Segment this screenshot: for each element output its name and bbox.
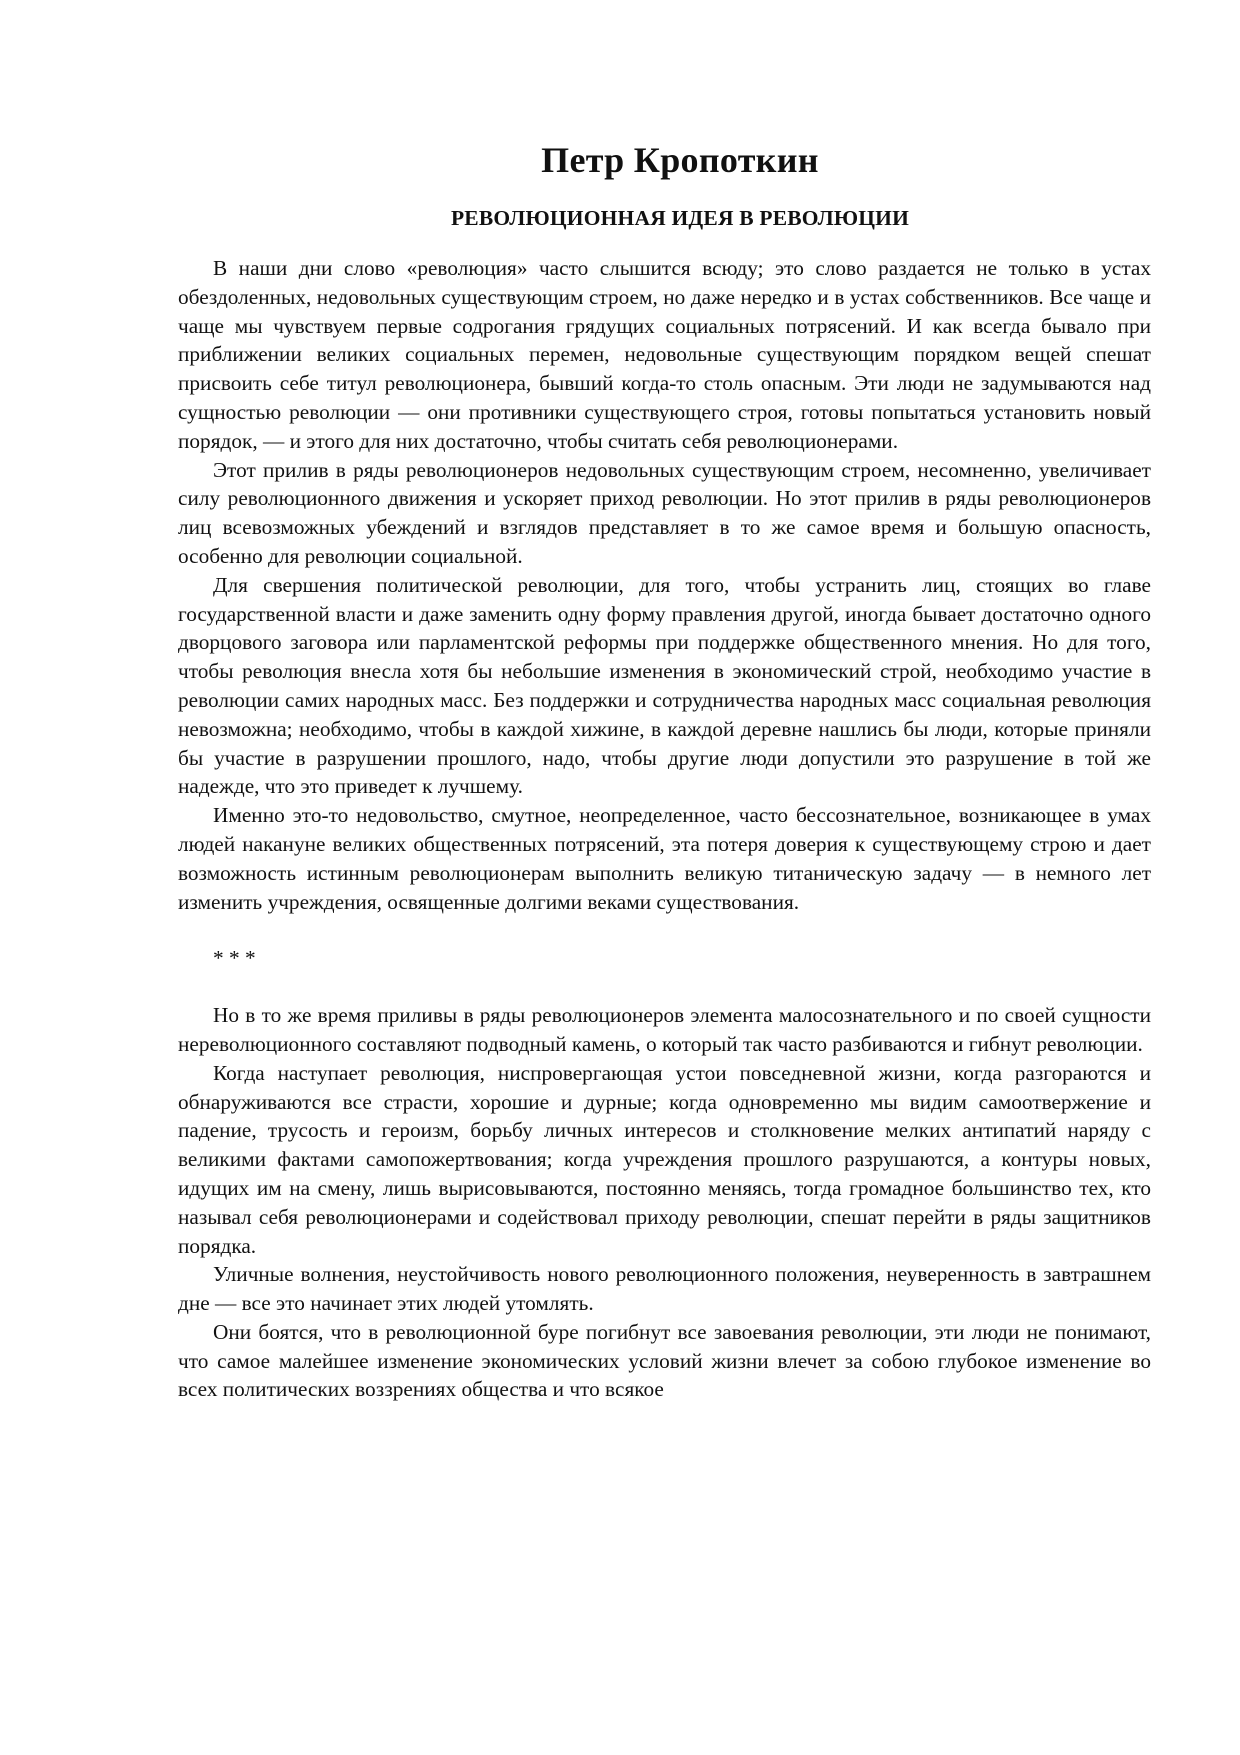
paragraph: Но в то же время приливы в ряды революционеров элемента малосознательного и по своей сущности нереволюционного составляют подводный камень, о который так часто разбиваются и гибнут революции. [178, 1003, 1151, 1056]
paragraph: Для свершения политической революции, для того, чтобы устранить лиц, стоящих во главе государственной власти и даже заменить одну форму правления другой, иногда бывает достаточно одного дворцового заговора или парламентской реформы при поддержке общественного мнения. Но для того, чтобы революция внесла хотя бы небольшие изменения в экономический строй, необходимо участие в революции самих народных масс. Без поддержки и сотрудничества народных масс социальная революция невозможна; необходимо, чтобы в каждой хижине, в каждой деревне нашлись бы люди, которые приняли бы участие в разрушении прошлого, надо, чтобы другие люди допустили это разрушение в той же надежде, что это приведет к лучшему. [178, 572, 1151, 799]
document-body [178, 254, 1151, 1404]
paragraph: Они боятся, что в революционной буре погибнут все завоевания революции, эти люди не понимают, что самое малейшее изменение экономических условий жизни влечет за собою глубокое изменение во всех политических воззрениях общества и что всякое [178, 1319, 1151, 1402]
paragraph: Уличные волнения, неустойчивость нового революционного положения, неуверенность в завтрашнем дне — все это начинает этих людей утомлять. [178, 1262, 1151, 1316]
paragraph: Когда наступает революция, ниспровергающая устои повседневной жизни, когда разгораются и обнаруживаются все страсти, хорошие и дурные; когда одновременно мы видим самоотвержение и падение, трусость и героизм, борьбу личных интересов и столкновение мелких антипатий наряду с великими фактами самопожертвования; когда учреждения прошлого разрушаются, а контуры новых, идущих им на смену, лишь вырисовываются, постоянно меняясь, тогда громадное большинство тех, кто называл себя революционерами и содействовал приходу революции, спешат перейти в ряды защитников порядка. [178, 1060, 1151, 1258]
paragraph: Именно это-то недовольство, смутное, неопределенное, часто бессознательное, возникающее в умах людей накануне великих общественных потрясений, эта потеря доверия к существующему строю и дает возможность истинным революционерам выполнить великую титаническую задачу — в немного лет изменить учреждения, освященные долгими веками существования. [178, 803, 1151, 914]
document-title: РЕВОЛЮЦИОННАЯ ИДЕЯ В РЕВОЛЮЦИИ [450, 206, 910, 230]
paragraph: Этот прилив в ряды революционеров недовольных существующим строем, несомненно, увеличивает силу революционного движения и ускоряет приход революции. Но этот прилив в ряды революционеров лиц всевозможных убеждений и взглядов представляет в то же самое время и большую опасность, особенно для революции социальной. [178, 457, 1151, 568]
author-name: Петр Кропоткин [541, 140, 819, 180]
paragraph: В наши дни слово «революция» часто слышится всюду; это слово раздается не только в устах обездоленных, недовольных существующим строем, но даже нередко и в устах собственников. Все чаще и чаще мы чувствуем первые содрогания грядущих социальных потрясений. И как всегда бывало при приближении великих социальных перемен, недовольные существующим порядком вещей спешат присвоить себе титул революционера, бывший когда-то столь опасным. Эти люди не задумываются над сущностью революции — они противники существующего строя, готовы попытаться установить новый порядок, — и этого для них достаточно, чтобы считать себя революционерами. [178, 256, 1151, 453]
section-break: * * * [213, 946, 256, 971]
